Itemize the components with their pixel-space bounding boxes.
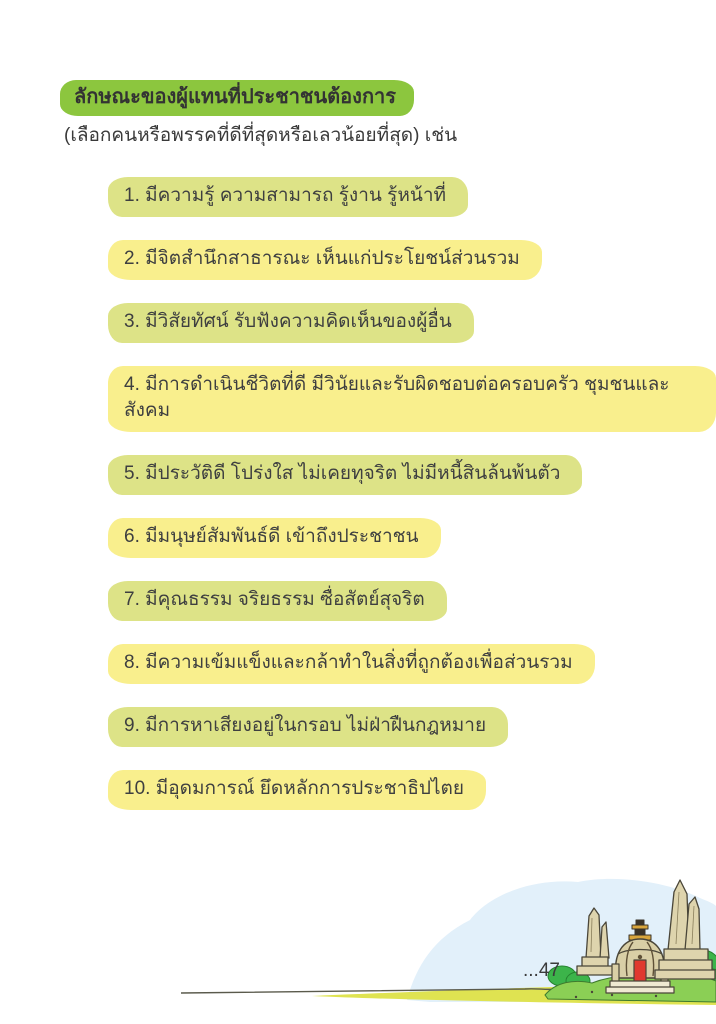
page-title: ลักษณะของผู้แทนที่ประชาชนต้องการ xyxy=(60,80,414,116)
list-item-text: 10. มีอุดมการณ์ ยึดหลักการประชาธิปไตย xyxy=(108,770,486,810)
page-subtitle: (เลือกคนหรือพรรคที่ดีที่สุดหรือเลวน้อยที่สุด) เช่น xyxy=(64,125,458,146)
list-item-text: 6. มีมนุษย์สัมพันธ์ดี เข้าถึงประชาชน xyxy=(108,518,441,558)
democracy-monument-illustration xyxy=(0,854,716,1024)
list-item xyxy=(108,455,582,495)
page-number: ...47 xyxy=(523,960,560,981)
page-header xyxy=(60,80,457,149)
list-item xyxy=(108,770,486,810)
list-item-text: 3. มีวิสัยทัศน์ รับฟังความคิดเห็นของผู้อื่น xyxy=(108,303,474,343)
list-item xyxy=(108,707,508,747)
list-item-text: 5. มีประวัติดี โปร่งใส ไม่เคยทุจริต ไม่มีหนี้สินล้นพ้นตัว xyxy=(108,455,582,495)
list-item xyxy=(108,581,447,621)
list-item-text: 8. มีความเข้มแข็งและกล้าทำในสิ่งที่ถูกต้องเพื่อส่วนรวม xyxy=(108,644,595,684)
characteristics-list xyxy=(108,177,716,833)
list-item xyxy=(108,366,716,432)
list-item xyxy=(108,303,474,343)
list-item-text: 4. มีการดำเนินชีวิตที่ดี มีวินัยและรับผิดชอบต่อครอบครัว ชุมชนและสังคม xyxy=(108,366,716,432)
list-item-text: 7. มีคุณธรรม จริยธรรม ซื่อสัตย์สุจริต xyxy=(108,581,447,621)
list-item-text: 9. มีการหาเสียงอยู่ในกรอบ ไม่ฝ่าฝืนกฎหมาย xyxy=(108,707,508,747)
list-item xyxy=(108,518,441,558)
list-item xyxy=(108,644,595,684)
list-item xyxy=(108,240,542,280)
list-item-text: 1. มีความรู้ ความสามารถ รู้งาน รู้หน้าที่ xyxy=(108,177,468,217)
list-item-text: 2. มีจิตสำนึกสาธารณะ เห็นแก่ประโยชน์ส่วนรวม xyxy=(108,240,542,280)
list-item xyxy=(108,177,468,217)
